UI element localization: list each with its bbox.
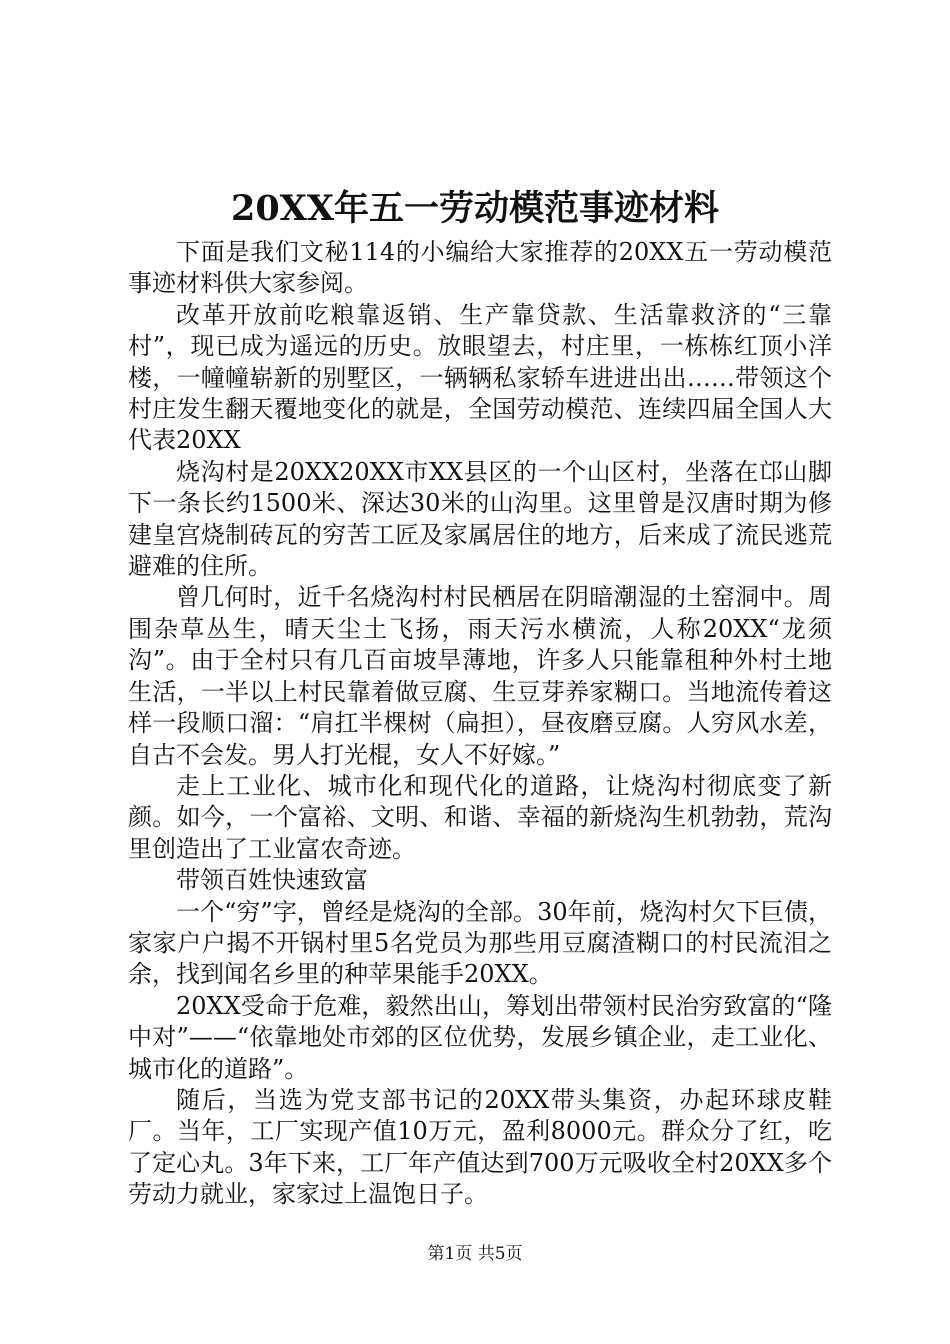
paragraph-leadership: 20XX受命于危难，毅然出山，筹划出带领村民治穷致富的“隆中对”——“依靠地处市郊的区位优势，发展乡镇企业，走工业化、城市化的道路”。 xyxy=(128,991,832,1083)
paragraph-factory: 随后，当选为党支部书记的20XX带头集资，办起环球皮鞋厂。当年，工厂实现产值10万元，盈利8000元。群众分了红，吃了定心丸。3年下来，工厂年产值达到700万元吸收全村20XX多个劳动力就业，家家过上温饱日子。 xyxy=(128,1085,832,1209)
document-body xyxy=(128,237,832,1211)
paragraph-village: 烧沟村是20XX20XX市XX县区的一个山区村，坐落在邙山脚下一条长约1500米、深达30米的山沟里。这里曾是汉唐时期为修建皇宫烧制砖瓦的穷苦工匠及家属居住的地方，后来成了流民逃荒避难的住所。 xyxy=(128,457,832,581)
page-number-footer: 第1页 共5页 xyxy=(427,1244,523,1264)
paragraph-history: 曾几何时，近千名烧沟村村民栖居在阴暗潮湿的土窑洞中。周围杂草丛生，晴天尘土飞扬，雨天污水横流，人称20XX“龙须沟”。由于全村只有几百亩坡旱薄地，许多人只能靠租种外村土地生活，一半以上村民靠着做豆腐、生豆芽养家糊口。当地流传着这样一段顺口溜：“肩扛半棵树（扁担），昼夜磨豆腐。人穷风水差，自古不会发。男人打光棍，女人不好嫁。” xyxy=(128,583,832,769)
paragraph-intro: 下面是我们文秘114的小编给大家推荐的20XX五一劳动模范事迹材料供大家参阅。 xyxy=(128,238,832,298)
document-title: 20XX年五一劳动模范事迹材料 xyxy=(230,188,720,229)
paragraph-reform: 改革开放前吃粮靠返销、生产靠贷款、生活靠救济的“三靠村”，现已成为遥远的历史。放眼望去，村庄里，一栋栋红顶小洋楼，一幢幢崭新的别墅区，一辆辆私家轿车进进出出……带领这个村庄发生翻天覆地变化的就是，全国劳动模范、连续四届全国人大代表20XX xyxy=(128,300,832,455)
paragraph-industrialization: 走上工业化、城市化和现代化的道路，让烧沟村彻底变了新颜。如今，一个富裕、文明、和谐、幸福的新烧沟生机勃勃，荒沟里创造出了工业富农奇迹。 xyxy=(128,771,832,863)
paragraph-poverty: 一个“穷”字，曾经是烧沟的全部。30年前，烧沟村欠下巨债，家家户户揭不开锅村里5名党员为那些用豆腐渣糊口的村民流泪之余，找到闻名乡里的种苹果能手20XX。 xyxy=(128,897,832,989)
section-heading: 带领百姓快速致富 xyxy=(176,866,368,895)
